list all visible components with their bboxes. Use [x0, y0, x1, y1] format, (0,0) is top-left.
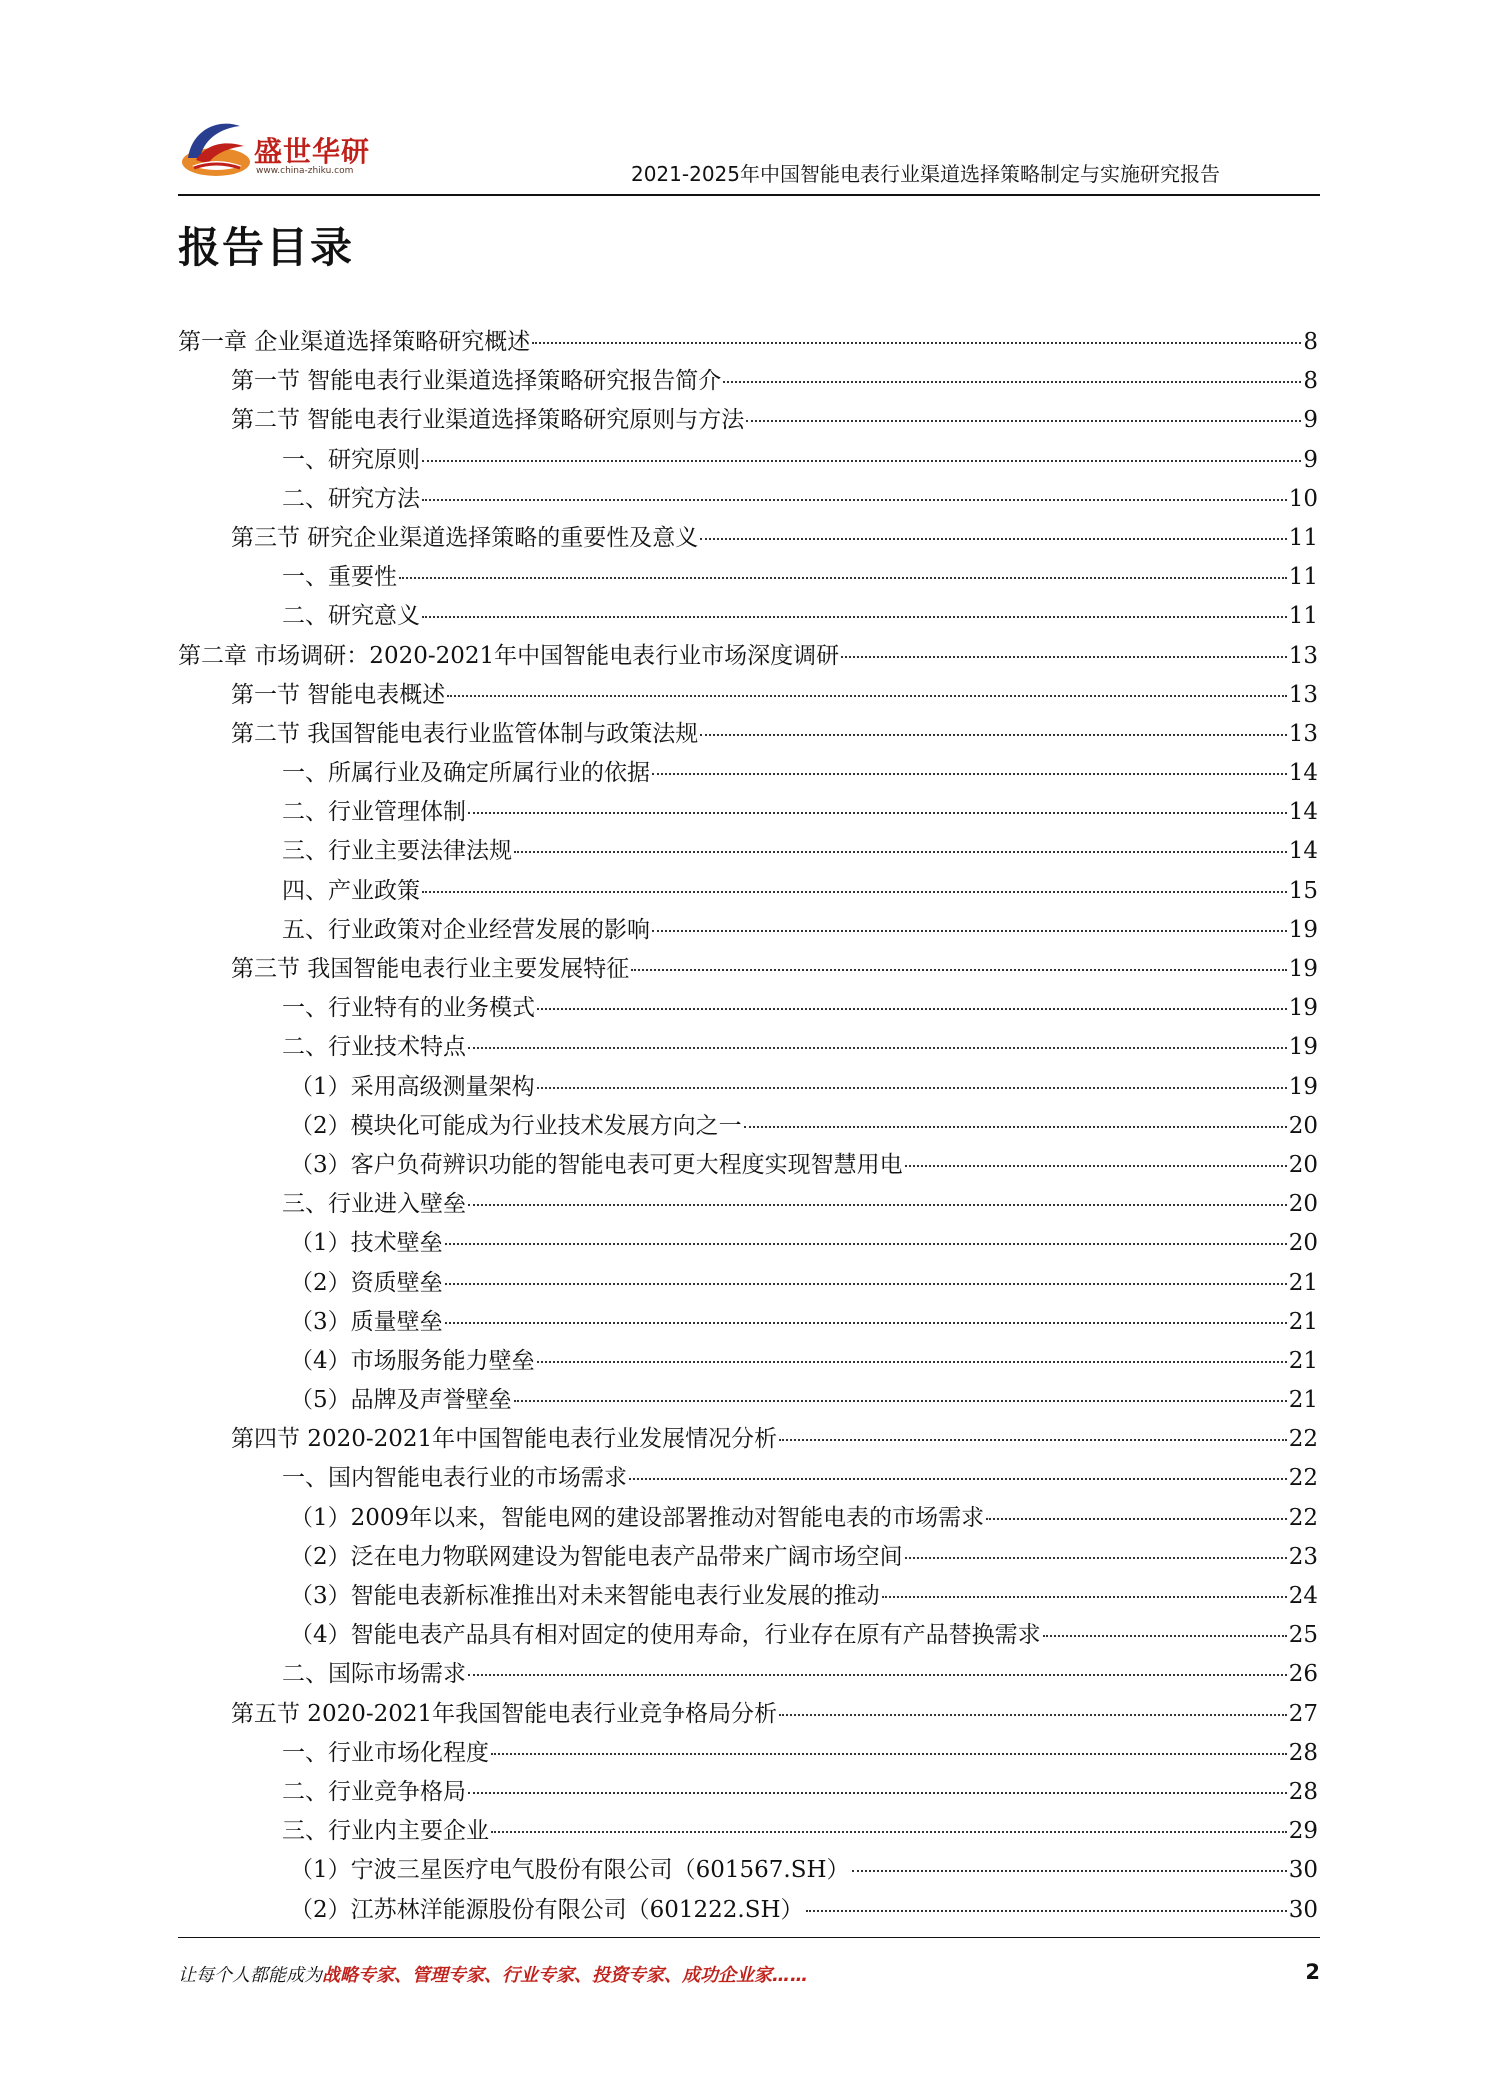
toc-entry-page: 22 — [1288, 1465, 1318, 1492]
toc-entry-label: 二、研究方法 — [282, 485, 420, 512]
toc-entry-label: （1）技术壁垒 — [290, 1230, 443, 1257]
toc-entry-label: 第二节 智能电表行业渠道选择策略研究原则与方法 — [231, 407, 745, 434]
toc-dot-leader — [399, 575, 1287, 579]
toc-entry-label: （3）智能电表新标准推出对未来智能电表行业发展的推动 — [290, 1583, 880, 1609]
toc-entry[interactable] — [178, 1891, 1318, 1930]
slogan-highlight: 战略专家、管理专家、行业专家、投资专家、成功企业家…… — [322, 1965, 808, 1986]
toc-entry[interactable] — [178, 401, 1318, 440]
toc-entry-label: 第一节 智能电表行业渠道选择策略研究报告简介 — [231, 368, 722, 395]
toc-entry-label: （4）智能电表产品具有相对固定的使用寿命，行业存在原有产品替换需求 — [290, 1622, 1041, 1649]
toc-entry-page: 14 — [1288, 760, 1318, 787]
toc-entry-page: 19 — [1288, 956, 1318, 982]
toc-entry[interactable] — [178, 1028, 1318, 1067]
toc-entry-page: 30 — [1288, 1857, 1318, 1884]
toc-entry-page: 11 — [1288, 524, 1318, 551]
toc-entry-label: （2）模块化可能成为行业技术发展方向之一 — [290, 1112, 742, 1139]
toc-entry[interactable] — [178, 989, 1318, 1028]
toc-dot-leader — [882, 1594, 1287, 1598]
toc-entry-label: 一、研究原则 — [282, 446, 420, 473]
toc-dot-leader — [537, 1006, 1287, 1010]
toc-dot-leader — [905, 1555, 1287, 1559]
toc-dot-leader — [491, 1829, 1287, 1833]
toc-dot-leader — [652, 771, 1287, 775]
page-header — [178, 100, 1320, 198]
toc-dot-leader — [468, 1790, 1287, 1794]
toc-entry-label: 第一节 智能电表概述 — [231, 681, 446, 708]
toc-dot-leader — [468, 1202, 1287, 1206]
toc-entry-label: 第三节 我国智能电表行业主要发展特征 — [231, 956, 630, 982]
toc-entry-page: 15 — [1288, 877, 1318, 904]
toc-entry-label: 一、重要性 — [282, 564, 397, 591]
toc-entry-page: 24 — [1288, 1583, 1318, 1609]
toc-entry[interactable] — [178, 1303, 1318, 1342]
toc-dot-leader — [806, 1908, 1287, 1912]
toc-entry[interactable] — [178, 872, 1318, 911]
toc-entry-page: 21 — [1288, 1387, 1318, 1414]
footer-slogan — [178, 1961, 808, 1987]
toc-entry-page: 9 — [1303, 407, 1318, 434]
toc-entry-page: 19 — [1288, 916, 1318, 943]
toc-entry[interactable] — [178, 1616, 1318, 1655]
toc-entry[interactable] — [178, 1381, 1318, 1420]
toc-entry-label: 四、产业政策 — [282, 877, 420, 904]
toc-entry[interactable] — [178, 1068, 1318, 1107]
toc-entry-label: （1）宁波三星医疗电气股份有限公司（601567.SH） — [290, 1857, 850, 1884]
toc-entry[interactable] — [178, 480, 1318, 519]
toc-entry-label: 二、行业技术特点 — [282, 1034, 466, 1061]
toc-dot-leader — [986, 1516, 1287, 1520]
toc-dot-leader — [445, 1320, 1287, 1324]
toc-dot-leader — [422, 889, 1287, 893]
toc-entry[interactable] — [178, 1107, 1318, 1146]
toc-entry-page: 19 — [1288, 1073, 1318, 1100]
toc-entry-label: 第二节 我国智能电表行业监管体制与政策法规 — [231, 720, 699, 747]
header-divider — [178, 194, 1320, 196]
toc-entry[interactable] — [178, 362, 1318, 401]
toc-entry-page: 21 — [1288, 1269, 1318, 1296]
toc-dot-leader — [905, 1163, 1287, 1167]
toc-dot-leader — [514, 849, 1287, 853]
toc-entry-label: 二、研究意义 — [282, 603, 420, 630]
toc-entry[interactable] — [178, 1695, 1318, 1734]
toc-entry-page: 30 — [1288, 1896, 1318, 1923]
brand-logo — [178, 100, 418, 184]
toc-dot-leader — [468, 1045, 1287, 1049]
logo-emblem-icon — [178, 100, 254, 184]
toc-entry-label: 一、所属行业及确定所属行业的依据 — [282, 760, 650, 787]
toc-entry-label: （4）市场服务能力壁垒 — [290, 1347, 535, 1374]
toc-entry-page: 28 — [1288, 1739, 1318, 1766]
toc-dot-leader — [445, 1241, 1287, 1245]
toc-entry-label: 五、行业政策对企业经营发展的影响 — [282, 916, 650, 943]
toc-entry-page: 11 — [1288, 603, 1318, 630]
toc-entry-label: （3）质量壁垒 — [290, 1308, 443, 1335]
slogan-prefix: 让每个人都能成为 — [178, 1965, 322, 1986]
toc-entry-page: 28 — [1288, 1778, 1318, 1805]
toc-entry[interactable] — [178, 1734, 1318, 1773]
toc-entry[interactable] — [178, 1459, 1318, 1498]
toc-entry[interactable] — [178, 1342, 1318, 1381]
toc-entry-page: 22 — [1288, 1426, 1318, 1453]
toc-entry-label: 二、行业竞争格局 — [282, 1778, 466, 1805]
toc-entry-label: 三、行业进入壁垒 — [282, 1191, 466, 1218]
toc-entry-page: 21 — [1288, 1308, 1318, 1335]
toc-entry-label: （1）2009年以来，智能电网的建设部署推动对智能电表的市场需求 — [290, 1504, 985, 1531]
toc-entry-page: 19 — [1288, 995, 1318, 1022]
toc-entry-page: 11 — [1288, 564, 1318, 591]
toc-dot-leader — [841, 654, 1287, 658]
toc-entry-page: 8 — [1303, 368, 1318, 395]
toc-entry-page: 8 — [1303, 329, 1318, 355]
toc-dot-leader — [744, 1124, 1287, 1128]
toc-entry-label: 三、行业内主要企业 — [282, 1818, 489, 1845]
toc-dot-leader — [468, 1672, 1287, 1676]
toc-entry[interactable] — [178, 1264, 1318, 1303]
toc-entry[interactable] — [178, 676, 1318, 715]
brand-name: 盛世华研 — [254, 135, 371, 168]
toc-entry-label: （3）客户负荷辨识功能的智能电表可更大程度实现智慧用电 — [290, 1151, 903, 1178]
toc-entry-label: 一、行业特有的业务模式 — [282, 995, 535, 1022]
toc-entry[interactable] — [178, 793, 1318, 832]
toc-entry[interactable] — [178, 1577, 1318, 1616]
toc-entry[interactable] — [178, 950, 1318, 989]
toc-entry[interactable] — [178, 323, 1318, 362]
toc-entry-label: 第四节 2020-2021年中国智能电表行业发展情况分析 — [231, 1426, 778, 1453]
toc-entry-label: （2）资质壁垒 — [290, 1269, 443, 1296]
toc-dot-leader — [537, 1359, 1287, 1363]
toc-entry-page: 13 — [1288, 681, 1318, 708]
toc-entry[interactable] — [178, 911, 1318, 950]
toc-entry[interactable] — [178, 1185, 1318, 1224]
toc-entry[interactable] — [178, 1812, 1318, 1851]
toc-entry-label: 二、行业管理体制 — [282, 799, 466, 826]
toc-entry-label: 第五节 2020-2021年我国智能电表行业竞争格局分析 — [231, 1700, 778, 1727]
toc-entry-page: 13 — [1288, 720, 1318, 747]
toc-entry[interactable] — [178, 519, 1318, 558]
page-number: 2 — [1305, 1960, 1320, 1984]
toc-dot-leader — [491, 1751, 1287, 1755]
toc-entry-page: 22 — [1288, 1504, 1318, 1531]
toc-entry-page: 21 — [1288, 1347, 1318, 1374]
toc-entry[interactable] — [178, 1224, 1318, 1263]
toc-dot-leader — [700, 732, 1286, 736]
toc-entry[interactable] — [178, 637, 1318, 676]
toc-entry-page: 20 — [1288, 1112, 1318, 1139]
toc-entry[interactable] — [178, 1499, 1318, 1538]
toc-entry-page: 19 — [1288, 1034, 1318, 1061]
toc-entry-label: 第二章 市场调研：2020-2021年中国智能电表行业市场深度调研 — [178, 642, 840, 669]
toc-entry[interactable] — [178, 754, 1318, 793]
toc-entry[interactable] — [178, 1773, 1318, 1812]
toc-dot-leader — [422, 458, 1301, 462]
toc-dot-leader — [1043, 1633, 1287, 1637]
toc-dot-leader — [447, 693, 1286, 697]
toc-entry-page: 20 — [1288, 1191, 1318, 1218]
toc-entry-page: 20 — [1288, 1230, 1318, 1257]
toc-entry-page: 23 — [1288, 1543, 1318, 1570]
toc-entry[interactable] — [178, 441, 1318, 480]
toc-entry-label: （2）江苏林洋能源股份有限公司（601222.SH） — [290, 1896, 804, 1923]
toc-dot-leader — [723, 379, 1301, 383]
toc-dot-leader — [631, 967, 1286, 971]
toc-entry-page: 20 — [1288, 1151, 1318, 1178]
toc-entry-page: 14 — [1288, 799, 1318, 826]
toc-entry-page: 9 — [1303, 446, 1318, 473]
toc-entry[interactable] — [178, 1851, 1318, 1890]
toc-entry-page: 13 — [1288, 642, 1318, 669]
toc-entry-label: 一、行业市场化程度 — [282, 1739, 489, 1766]
toc-entry[interactable] — [178, 1420, 1318, 1459]
toc-entry-label: 第三节 研究企业渠道选择策略的重要性及意义 — [231, 524, 699, 551]
toc-entry-page: 10 — [1288, 485, 1318, 512]
toc-entry-page: 25 — [1288, 1622, 1318, 1649]
toc-entry[interactable] — [178, 715, 1318, 754]
toc-dot-leader — [422, 497, 1287, 501]
toc-entry-page: 26 — [1288, 1661, 1318, 1688]
toc-dot-leader — [652, 928, 1287, 932]
page-title: 报告目录 — [178, 223, 355, 272]
toc-dot-leader — [779, 1437, 1287, 1441]
toc-entry-page: 14 — [1288, 838, 1318, 865]
toc-entry-page: 29 — [1288, 1818, 1318, 1845]
toc-entry[interactable] — [178, 1538, 1318, 1577]
toc-entry[interactable] — [178, 1146, 1318, 1185]
toc-dot-leader — [468, 810, 1287, 814]
toc-dot-leader — [532, 340, 1301, 344]
toc-dot-leader — [445, 1281, 1287, 1285]
report-title: 2021-2025年中国智能电表行业渠道选择策略制定与实施研究报告 — [630, 162, 1220, 186]
toc-dot-leader — [852, 1868, 1287, 1872]
toc-entry-page: 27 — [1288, 1700, 1318, 1727]
toc-dot-leader — [779, 1712, 1287, 1716]
toc-dot-leader — [537, 1085, 1287, 1089]
toc-dot-leader — [700, 536, 1286, 540]
toc-entry[interactable] — [178, 832, 1318, 871]
toc-entry-label: 三、行业主要法律法规 — [282, 838, 512, 865]
toc-entry[interactable] — [178, 1655, 1318, 1694]
table-of-contents — [178, 323, 1318, 1930]
toc-dot-leader — [514, 1398, 1287, 1402]
toc-entry-label: （5）品牌及声誉壁垒 — [290, 1387, 512, 1414]
toc-entry[interactable] — [178, 558, 1318, 597]
toc-dot-leader — [746, 418, 1301, 422]
toc-entry-label: 一、国内智能电表行业的市场需求 — [282, 1465, 627, 1492]
toc-dot-leader — [629, 1476, 1287, 1480]
footer-divider — [178, 1937, 1320, 1938]
toc-entry-label: 二、国际市场需求 — [282, 1661, 466, 1688]
toc-entry-label: （2）泛在电力物联网建设为智能电表产品带来广阔市场空间 — [290, 1543, 903, 1570]
toc-entry-label: 第一章 企业渠道选择策略研究概述 — [178, 329, 531, 355]
toc-entry-label: （1）采用高级测量架构 — [290, 1073, 535, 1100]
toc-dot-leader — [422, 614, 1287, 618]
toc-entry[interactable] — [178, 597, 1318, 636]
brand-url: www.china-zhiku.com — [256, 166, 354, 176]
